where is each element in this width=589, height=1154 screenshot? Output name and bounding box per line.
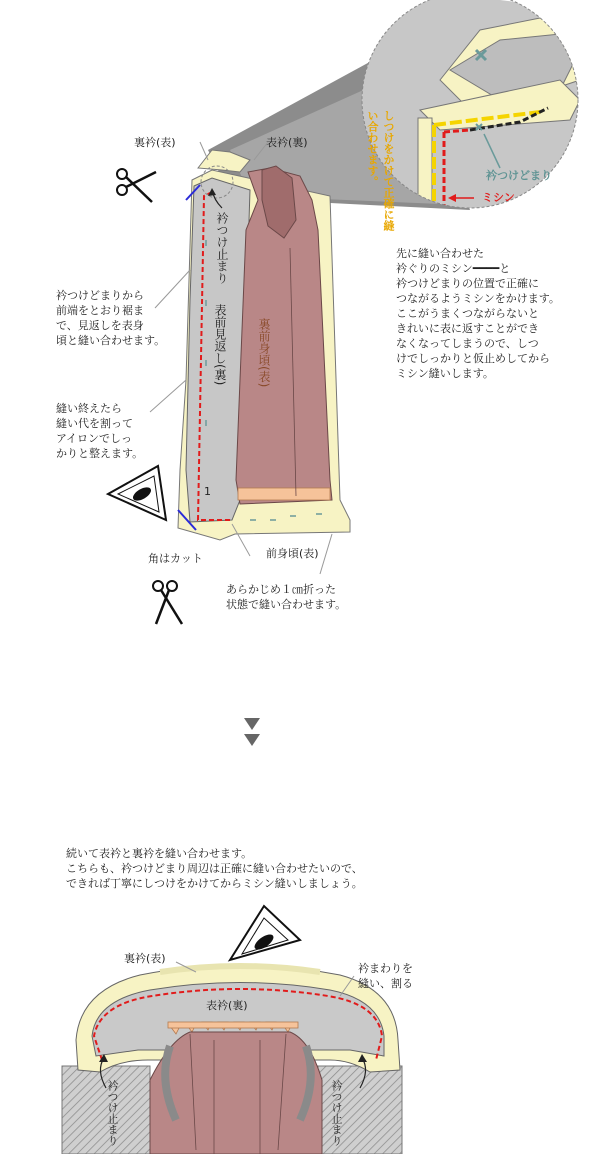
label-number-one: 1 [204,485,211,498]
label-mae-migoro: 前身頃(表) [266,547,319,560]
iron-icon [108,466,166,520]
lining-body-bottom [150,1032,322,1154]
label-omote-mae-mikaeshi: 表前見返し(裏) [213,304,227,386]
label-uraeri-omote-bottom: 裏衿(表) [124,952,166,965]
note-left-2: 縫い終えたら 縫い代を割って アイロンでしっ かりと整えます。 [56,402,144,460]
label-eritsuke-tomari-right: 衿つけ止まり [330,1080,343,1146]
bottom-intro: 続いて表衿と裏衿を縫い合わせます。 こちらも、衿つけどまり周辺は正確に縫い合わせたいので、 できれば丁寧にしつけをかけてからミシン縫いしましょう。 [66,847,363,890]
note-bottom: あらかじめ１㎝折った 状態で縫い合わせます。 [226,583,347,611]
iron-icon [230,906,300,960]
label-eritsuke-tomari-left: 衿つけ止まり [106,1080,119,1146]
label-omoteeri-ura: 表衿(裏) [266,136,308,149]
label-eritsuke-tomari: 衿つけ止まり [215,212,229,284]
note-right: 先に縫い合わせた 衿ぐりのミシン━━━━と 衿つけどまりの位置で正確に つながるようミシンをかけます。 ここがうまくつながらないと きれいに表に返すことができ なくなってしまうので、しつ けでしっかりと仮止めしてから ミシン縫いします。 [396,247,560,380]
label-erimawari: 衿まわりを 縫い、割る [358,962,413,990]
label-kado-cut: 角はカット [148,552,203,565]
note-left-1: 衿つけどまりから 前端をとおり裾ま で、見返しを表身 頃と縫い合わせます。 [56,289,166,347]
label-omoteeri-ura-bottom: 表衿(裏) [206,999,248,1012]
down-arrow-icon [244,718,260,746]
label-ura-mae-migoro: 裏前身頃(表) [257,318,271,388]
scissors-icon [153,581,182,624]
lining-hem-band [238,488,330,500]
label-uraeri-omote: 裏衿(表) [134,136,176,149]
zoom-shitsuke-label: しつけをかけて正確に縫い合わせます。 [366,110,395,231]
zoom-mishin: ミシン [482,191,515,204]
zoom-eritsuke-domari: 衿つけどまり [486,169,552,182]
scissors-icon [117,169,156,202]
